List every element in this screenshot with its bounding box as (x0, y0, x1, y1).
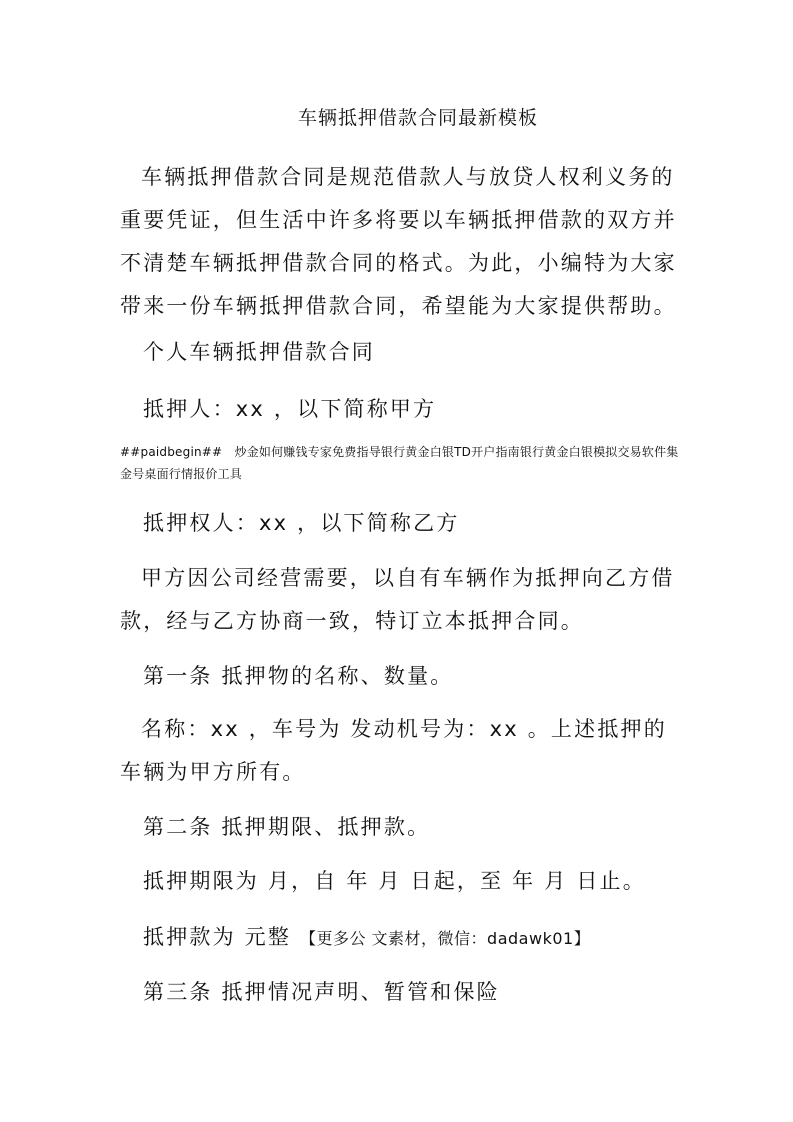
mortgagor-line: 抵押人：xx ，以下简称甲方 (143, 397, 437, 421)
intro-paragraph: 车辆抵押借款合同是规范借款人与放贷人权利义务的重要凭证，但生活中许多将要以车辆抵押借款的双方并不清楚车辆抵押借款合同的格式。为此，小编特为大家带来一份车辆抵押借款合同，希望能为大家提供帮助。 (120, 165, 677, 318)
ad-text: ##paidbegin## 炒金如何赚钱专家免费指导银行黄金白银TD开户指南银行黄金白银模拟交易软件集金号桌面行情报价工具 (120, 445, 679, 481)
document-title: 车辆抵押借款合同最新模板 (297, 107, 538, 129)
contract-title: 个人车辆抵押借款合同 (143, 340, 375, 364)
mortgagee-line: 抵押权人：xx ，以下简称乙方 (143, 511, 460, 535)
article2-title: 第二条 抵押期限、抵押款。 (143, 815, 431, 839)
article1-body: 名称：xx ，车号为 发动机号为：xx 。上述抵押的车辆为甲方所有。 (120, 717, 667, 784)
article2-amount-line (143, 922, 590, 954)
promo-note: 【更多公 文素材，微信：dadawk01】 (299, 929, 591, 948)
article2-amount: 抵押款为 元整 (143, 925, 292, 949)
article3-title: 第三条 抵押情况声明、暂管和保险 (143, 980, 500, 1004)
purpose-paragraph: 甲方因公司经营需要，以自有车辆作为抵押向乙方借款，经与乙方协商一致，特订立本抵押合同。 (120, 566, 675, 633)
article1-title: 第一条 抵押物的名称、数量。 (143, 664, 454, 688)
article2-period: 抵押期限为 月，自 年 月 日起，至 年 月 日止。 (143, 869, 646, 893)
